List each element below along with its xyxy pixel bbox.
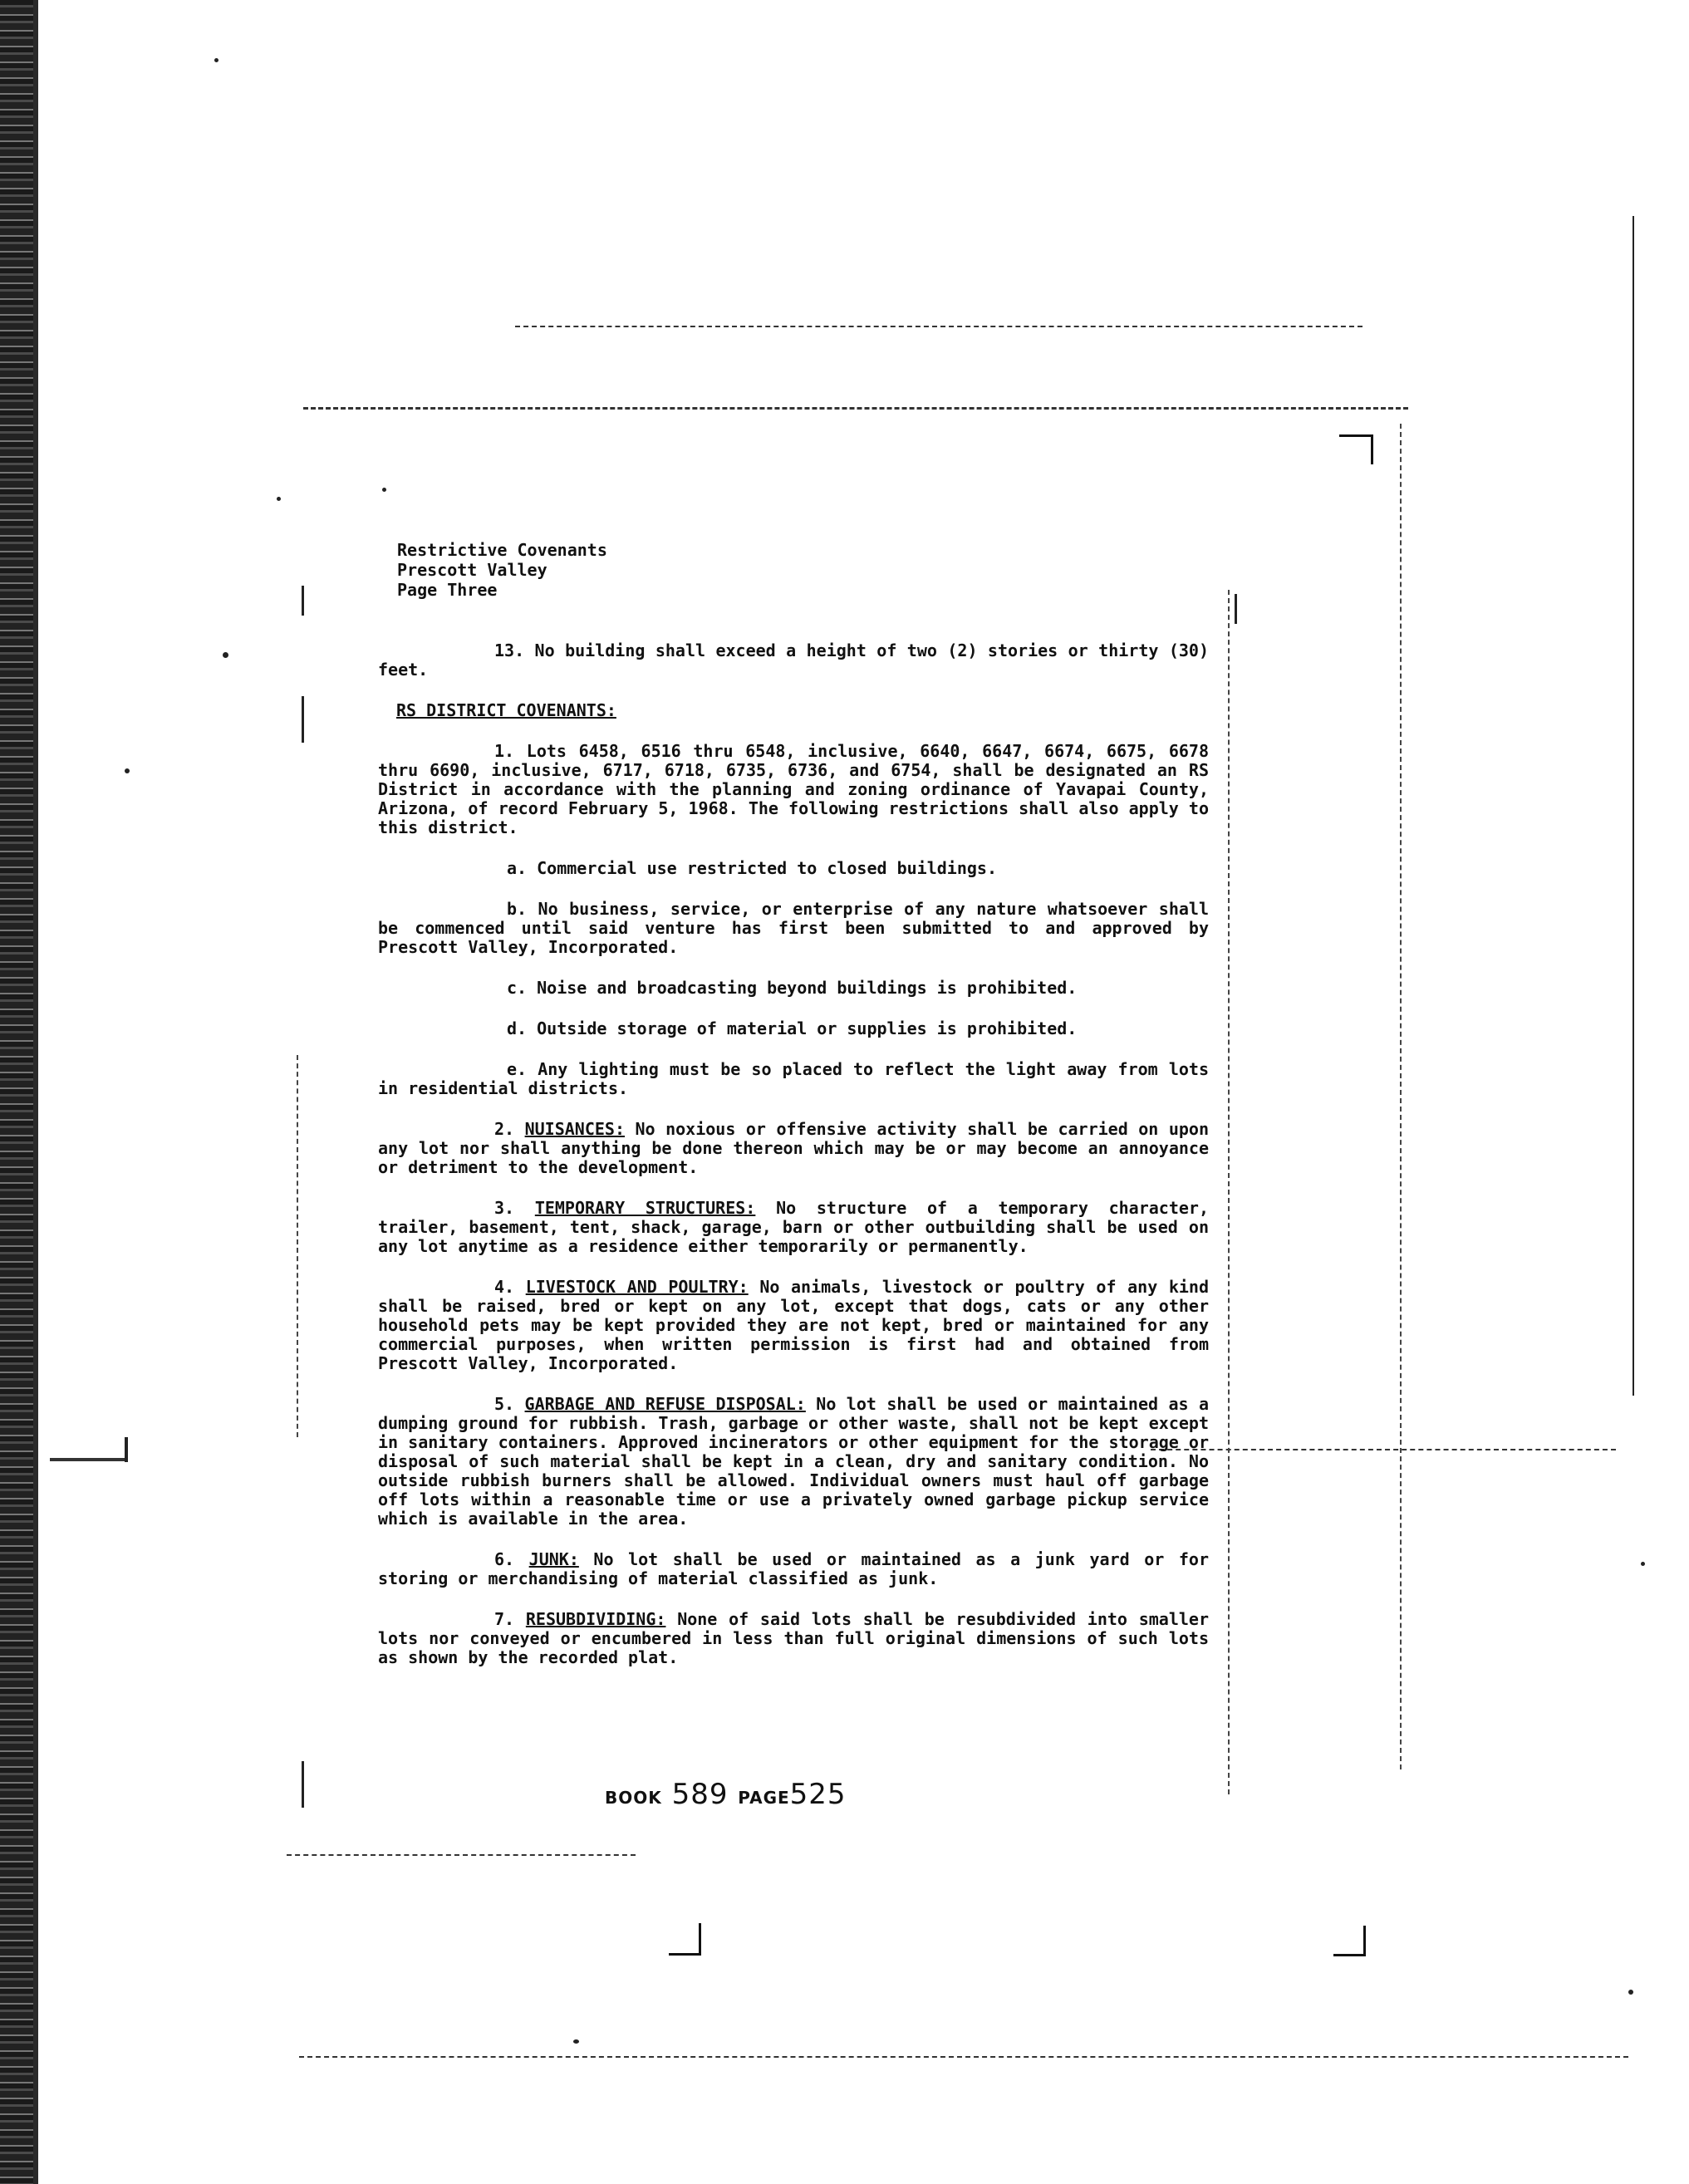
crop-mark bbox=[1339, 434, 1373, 464]
restriction-c: c. Noise and broadcasting beyond buildings is prohibited. bbox=[507, 978, 1078, 998]
scan-speck bbox=[1641, 1562, 1645, 1566]
covenant-text: No animals, livestock or poultry of any kind shall be raised, bred or kept on any lot, except that dogs, cats or any other household pets may be kept provided they are not kept, bred or maintained for any commercial purposes, when written permission is first had and obtained from Prescott Valley, Incorporated. bbox=[378, 1277, 1209, 1373]
scan-dash-line bbox=[299, 2056, 1628, 2058]
scan-edge-shadow bbox=[33, 0, 38, 2184]
covenant-6-junk bbox=[378, 1550, 1209, 1588]
covenant-number: 2. bbox=[494, 1119, 515, 1139]
covenant-title: GARBAGE AND REFUSE DISPOSAL: bbox=[524, 1394, 806, 1414]
crop-mark bbox=[1333, 1926, 1366, 1956]
covenant-number: 4. bbox=[494, 1277, 515, 1297]
covenant-4-livestock bbox=[378, 1278, 1209, 1373]
covenant-text: No noxious or offensive activity shall be carried on upon any lot nor shall anything be done thereon which may be or may become an annoyance or detriment to the development. bbox=[378, 1119, 1209, 1177]
scan-mark bbox=[125, 1437, 128, 1462]
header-subtitle: Prescott Valley bbox=[397, 560, 547, 580]
rs-paragraph-1: 1. Lots 6458, 6516 thru 6548, inclusive, 6640, 6647, 6674, 6675, 6678 thru 6690, inclusive, 6717, 6718, 6735, 6736, and 6754, shall be designated an RS District in accordance with the planning and zoning ordinance of Yavapai County, Arizona, of record February 5, 1968. The following restrictions shall also apply to this district. bbox=[378, 741, 1209, 837]
restriction-e: e. Any lighting must be so placed to reflect the light away from lots in residential districts. bbox=[378, 1059, 1209, 1098]
scan-edge-line bbox=[1633, 216, 1634, 1396]
scan-speck bbox=[573, 2039, 579, 2044]
book-page-stamp bbox=[605, 1778, 847, 1811]
scan-speck bbox=[382, 488, 386, 492]
rs-district-heading: RS DISTRICT COVENANTS: bbox=[396, 700, 616, 720]
restriction-b: b. No business, service, or enterprise of any nature whatsoever shall be commenced until said venture has first been submitted to and approved by Prescott Valley, Incorporated. bbox=[378, 899, 1209, 957]
covenant-number: 5. bbox=[494, 1394, 515, 1414]
covenant-title: TEMPORARY STRUCTURES: bbox=[534, 1198, 756, 1218]
scan-mark bbox=[302, 696, 304, 743]
restriction-a: a. Commercial use restricted to closed buildings. bbox=[507, 858, 998, 878]
restriction-d: d. Outside storage of material or supplies is prohibited. bbox=[507, 1018, 1078, 1038]
crop-mark bbox=[669, 1923, 701, 1956]
header-page: Page Three bbox=[397, 580, 498, 600]
page-label: PAGE bbox=[738, 1788, 790, 1808]
covenant-number: 3. bbox=[494, 1198, 515, 1218]
scan-mark bbox=[50, 1458, 125, 1461]
scan-speck bbox=[125, 768, 130, 773]
scan-dash-line bbox=[1151, 1449, 1616, 1450]
scan-speck bbox=[277, 497, 281, 501]
covenant-number: 6. bbox=[494, 1549, 515, 1569]
scan-mark bbox=[1235, 594, 1237, 624]
covenant-number: 7. bbox=[494, 1609, 515, 1629]
scan-dash-line bbox=[515, 326, 1362, 327]
document-header bbox=[397, 540, 607, 600]
scan-edge-line bbox=[297, 1055, 298, 1437]
covenant-title: NUISANCES: bbox=[524, 1119, 626, 1139]
covenant-2-nuisances bbox=[378, 1120, 1209, 1177]
document-body bbox=[378, 641, 1209, 1689]
covenant-title: LIVESTOCK AND POULTRY: bbox=[525, 1277, 749, 1297]
scan-speck bbox=[214, 58, 218, 62]
scan-speck bbox=[223, 652, 228, 658]
book-label: BOOK bbox=[605, 1788, 662, 1808]
scan-edge-line bbox=[1400, 424, 1402, 1769]
scan-speck bbox=[1628, 1990, 1633, 1995]
covenant-title: JUNK: bbox=[528, 1549, 579, 1569]
scan-mark bbox=[302, 1761, 304, 1808]
header-title: Restrictive Covenants bbox=[397, 540, 607, 560]
covenant-3-temporary-structures bbox=[378, 1199, 1209, 1256]
scan-dash-line bbox=[303, 407, 1408, 410]
covenant-text: No lot shall be used or maintained as a dumping ground for rubbish. Trash, garbage or other waste, shall not be kept except in sanitary containers. Approved incinerators or other equipment for the storage or disposal of such material shall be kept in a clean, dry and sanitary condition. No outside rubbish burners shall be allowed. Individual owners must haul off garbage off lots within a reasonable time or use a privately owned garbage pickup service which is available in the area. bbox=[378, 1394, 1210, 1529]
covenant-text: No structure of a temporary character, trailer, basement, tent, shack, garage, barn or other outbuilding shall be used on any lot anytime as a residence either temporarily or permanently. bbox=[378, 1198, 1209, 1256]
scan-edge-line bbox=[1228, 590, 1230, 1794]
covenant-text: None of said lots shall be resubdivided into smaller lots nor conveyed or encumbered in less than full original dimensions of such lots as shown by the recorded plat. bbox=[378, 1609, 1209, 1667]
covenant-title: RESUBDIVIDING: bbox=[525, 1609, 666, 1629]
scan-dash-line bbox=[287, 1854, 636, 1856]
covenant-5-garbage bbox=[378, 1395, 1209, 1529]
book-number: 589 bbox=[671, 1778, 729, 1811]
covenant-text: No lot shall be used or maintained as a junk yard or for storing or merchandising of material classified as junk. bbox=[378, 1549, 1209, 1588]
scan-edge bbox=[0, 0, 33, 2184]
covenant-7-resubdividing bbox=[378, 1610, 1209, 1667]
page-number: 525 bbox=[789, 1778, 847, 1811]
paragraph-13: 13. No building shall exceed a height of two (2) stories or thirty (30) feet. bbox=[378, 640, 1209, 680]
scan-mark bbox=[302, 586, 304, 616]
